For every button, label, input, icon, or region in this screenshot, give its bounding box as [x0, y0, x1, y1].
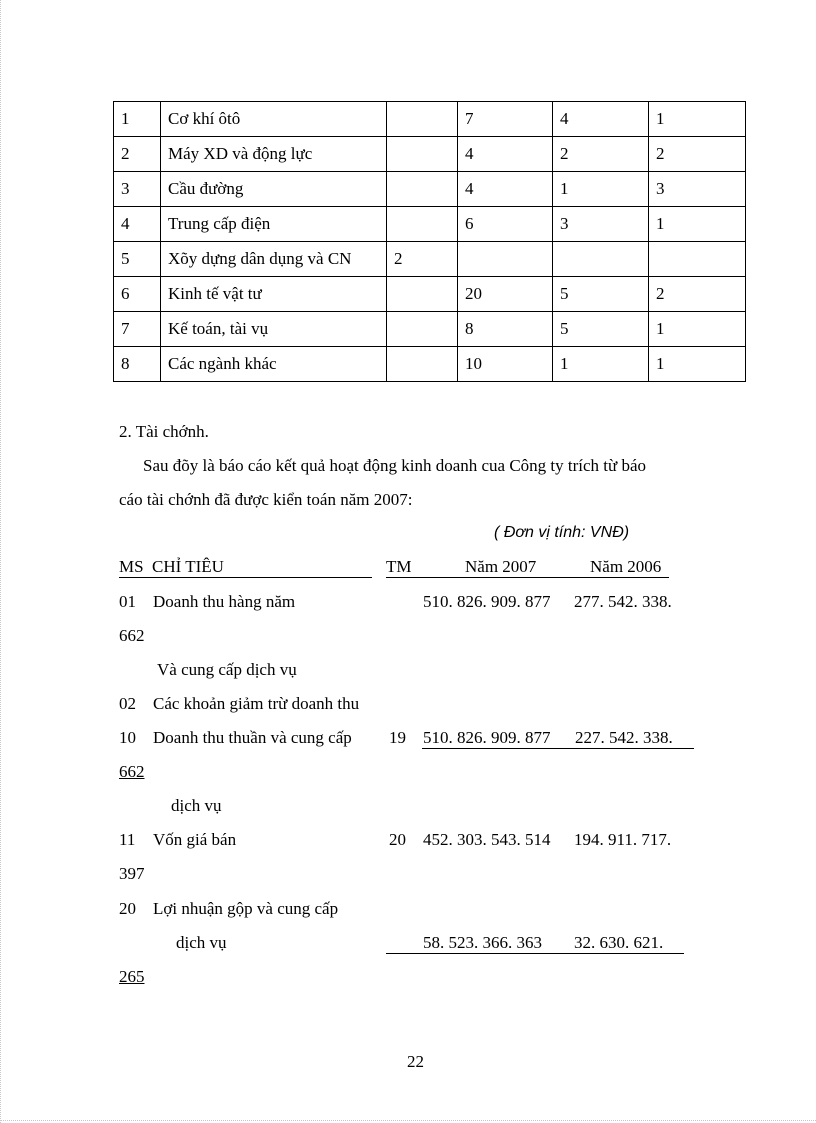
table-cell: 3 — [649, 172, 746, 207]
table-cell: Cầu đường — [161, 172, 387, 207]
row-10-value-2006: 227. 542. 338. — [575, 728, 673, 747]
table-row — [114, 172, 746, 207]
table-cell: 3 — [114, 172, 161, 207]
table-cell: 2 — [553, 137, 649, 172]
staff-by-field-table — [113, 101, 746, 382]
page-number: 22 — [407, 1052, 424, 1071]
row-10-value-2007: 510. 826. 909. 877 — [423, 728, 551, 747]
table-cell: 3 — [553, 207, 649, 242]
table-cell — [387, 172, 458, 207]
table-cell — [387, 102, 458, 137]
table-cell: 2 — [649, 137, 746, 172]
row-11-value-2006: 194. 911. 717. — [574, 830, 672, 849]
intro-text-line-1: Sau đõy là báo cáo kết quả hoạt động kinh doanh cua Công ty trích từ báo — [143, 456, 647, 475]
table-cell: 5 — [553, 277, 649, 312]
table-cell: 1 — [649, 312, 746, 347]
row-20-value-2006-tail: 265 — [119, 967, 145, 986]
section-heading: 2. Tài chớnh. — [119, 422, 209, 441]
table-row — [114, 137, 746, 172]
row-11-value-2006-tail: 397 — [119, 864, 145, 883]
header-year-2006: Năm 2006 — [590, 557, 662, 576]
header-indicator: CHỈ TIÊU — [152, 557, 224, 576]
table-cell: Máy XD và động lực — [161, 137, 387, 172]
table-cell — [649, 242, 746, 277]
table-cell: 1 — [553, 347, 649, 382]
row-10-tm: 19 — [389, 728, 406, 747]
header-ms: MS — [119, 557, 144, 576]
row-11-tm: 20 — [389, 830, 406, 849]
table-row — [114, 207, 746, 242]
table-cell: Cơ khí ôtô — [161, 102, 387, 137]
row-20-value-2006: 32. 630. 621. — [574, 933, 664, 952]
staff-table-body — [114, 102, 746, 382]
row-10-value-2006-tail: 662 — [119, 762, 145, 781]
table-row — [114, 277, 746, 312]
table-cell: Kế toán, tài vụ — [161, 312, 387, 347]
row-11-name: Vốn giá bán — [153, 830, 237, 849]
table-cell — [387, 137, 458, 172]
table-row — [114, 347, 746, 382]
table-cell: 4 — [458, 172, 553, 207]
table-row — [114, 312, 746, 347]
table-cell: Kinh tế vật tư — [161, 277, 387, 312]
row-10-code: 10 — [119, 728, 136, 747]
page-margin-guide-bottom — [0, 1120, 816, 1122]
table-cell: 8 — [458, 312, 553, 347]
table-cell: 6 — [458, 207, 553, 242]
table-cell — [553, 242, 649, 277]
row-10-name: Doanh thu thuần và cung cấp — [153, 728, 352, 747]
table-cell: Trung cấp điện — [161, 207, 387, 242]
row-02-code: 02 — [119, 694, 136, 713]
table-cell: 1 — [114, 102, 161, 137]
row-11-value-2007: 452. 303. 543. 514 — [423, 830, 551, 849]
table-row — [114, 102, 746, 137]
table-cell: 5 — [553, 312, 649, 347]
table-cell: Các ngành khác — [161, 347, 387, 382]
table-cell: 20 — [458, 277, 553, 312]
table-cell: 10 — [458, 347, 553, 382]
intro-text-line-2: cáo tài chớnh đã được kiển toán năm 2007: — [119, 490, 413, 509]
table-cell: Xõy dựng dân dụng và CN — [161, 242, 387, 277]
row-01-name-continued: Và cung cấp dịch vụ — [157, 660, 297, 679]
table-cell: 1 — [649, 207, 746, 242]
unit-note: ( Đơn vị tính: VNĐ) — [494, 524, 630, 541]
table-cell: 7 — [114, 312, 161, 347]
row-20-code: 20 — [119, 899, 136, 918]
table-cell — [387, 207, 458, 242]
row-01-name: Doanh thu hàng năm — [153, 592, 296, 611]
row-20-name: Lợi nhuận gộp và cung cấp — [153, 899, 339, 918]
row-01-value-2007: 510. 826. 909. 877 — [423, 592, 551, 611]
page-margin-guide-left — [0, 0, 2, 1123]
table-cell: 1 — [649, 347, 746, 382]
row-20-name-continued: dịch vụ — [176, 933, 227, 952]
row-01-value-2006-tail: 662 — [119, 626, 145, 645]
table-cell: 1 — [553, 172, 649, 207]
table-cell — [387, 312, 458, 347]
row-02-name: Các khoản giảm trừ doanh thu — [153, 694, 360, 713]
table-cell — [387, 347, 458, 382]
row-11-code: 11 — [119, 830, 136, 849]
table-cell — [387, 277, 458, 312]
table-cell: 1 — [649, 102, 746, 137]
table-cell: 2 — [387, 242, 458, 277]
table-cell: 4 — [553, 102, 649, 137]
header-tm: TM — [386, 557, 412, 576]
row-10-name-continued: dịch vụ — [171, 796, 222, 815]
table-cell: 4 — [458, 137, 553, 172]
table-cell: 7 — [458, 102, 553, 137]
table-cell: 4 — [114, 207, 161, 242]
row-20-value-2007: 58. 523. 366. 363 — [423, 933, 542, 952]
header-year-2007: Năm 2007 — [465, 557, 537, 576]
table-cell: 2 — [114, 137, 161, 172]
table-cell — [458, 242, 553, 277]
row-01-value-2006: 277. 542. 338. — [574, 592, 672, 611]
table-cell: 6 — [114, 277, 161, 312]
table-cell: 5 — [114, 242, 161, 277]
table-cell: 8 — [114, 347, 161, 382]
table-cell: 2 — [649, 277, 746, 312]
row-01-code: 01 — [119, 592, 136, 611]
table-row — [114, 242, 746, 277]
